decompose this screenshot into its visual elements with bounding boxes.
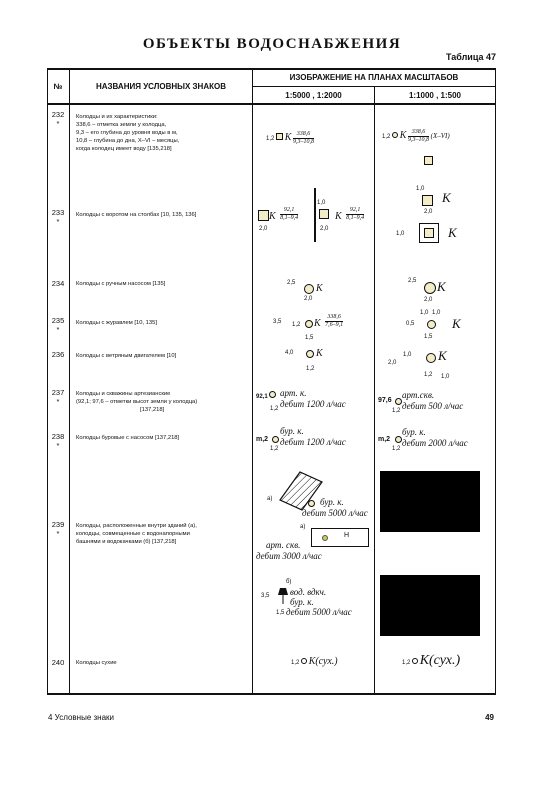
row-desc-233: Колодцы с воротом на столбах [10, 135, 136] [76,212,197,218]
symbol-233-a3: К $\frac{92,1}{8,1-9,4}$ [335,207,365,222]
row-desc-234: Колодцы с ручным насосом [135] [76,281,166,287]
pre-238-a: m,2 [256,436,269,443]
row-num-236: 236 [51,350,65,359]
row-num-239: 239 * [51,520,65,538]
pre-238-b: m,2 [378,436,391,443]
dim-236-a1: 1,5 [305,335,314,341]
dim-235-b1: 1,0 [420,310,429,316]
dim-236-a3: 1,2 [306,366,315,372]
well-square-icon [424,156,433,165]
label-239-a2: а) [300,524,306,530]
row-num-233: 233 * [51,208,65,226]
dim-237-b: 1,2 [392,408,401,414]
dim-235-a2: 1,2 [292,322,301,328]
dim-235-b2: 1,0 [432,310,441,316]
page-number: 49 [485,713,494,722]
symbol-240-b: 1,2 К(сух.) [402,653,461,668]
row-num-234: 234 [51,279,65,288]
dim-237-a: 1,2 [270,406,279,412]
label-237-b: арт.скв. дебит 500 л/час [402,390,464,411]
symbol-235-a: К $\frac{338,6}{7,6-9,1}$ [314,314,344,329]
dim-236-b4: 1,2 [424,372,433,378]
dim-236-b1: 1,5 [424,334,433,340]
bore-well-icon [395,436,402,443]
dim-236-a2: 4,0 [285,350,294,356]
dim-233-a: 2,0 [259,226,268,232]
row-desc-237: Колодцы и скважины артезианские (92,1; 97,6 – отметки высот земли у колодца) [137,218] [76,391,198,413]
well-square-icon [258,210,269,221]
row-desc-236: Колодцы с ветряным двигателем [10] [76,353,177,359]
dim-238-b: 1,2 [392,446,401,452]
redacted-block [380,575,480,636]
label-239-b-text: вод. вдкч. бур. к. [290,587,327,607]
water-tower-icon [276,587,290,605]
dim-233-b3: 1,0 [396,231,405,237]
dim-238-a: 1,2 [270,446,279,452]
row-num-232: 232 * [51,110,65,128]
footer-left: 4 Условные знаки [48,713,115,722]
building-rect-icon: Н [311,528,369,547]
label-238-a: бур. к. дебит 1200 л/час [280,426,346,447]
dim-236-b5: 1,0 [441,374,450,380]
row-desc-232: Колодцы и их характеристики: 338,6 – отметка земли у колодца, 9,3 – его глубина до уровня воды в м, 10,8 – глубина до дна, X–VI – месяцы, когда колодец имеет воду [135,218] [76,114,180,152]
row-num-235: 235 * [51,316,65,334]
dim-233-a3: 2,0 [320,226,329,232]
row-desc-238: Колодцы буровые с насосом [137,218] [76,435,180,441]
dim-236-b2: 1,0 [403,352,412,358]
dim-239-b2: 1,5 [276,610,285,616]
row-desc-239: Колодцы, расположенные внутри зданий (а), колодцы, совмещенные с водонапорными башнями и водокачками (б) [137,218] [76,523,197,545]
dim-233-b1: 1,0 [416,186,425,192]
windmill-icon [426,353,436,363]
dim-235-a1: 3,5 [273,319,282,325]
dim-233-b2: 2,0 [424,209,433,215]
header-names: НАЗВАНИЯ УСЛОВНЫХ ЗНАКОВ [95,82,226,91]
dim-236-b3: 2,0 [388,360,397,366]
header-images: ИЗОБРАЖЕНИЕ НА ПЛАНАХ МАСШТАБОВ [289,73,459,82]
symbol-234-a-k: К [316,283,323,294]
header-num: № [53,82,63,91]
label-239-a-text: бур. к. дебит 5000 л/час [302,497,368,518]
symbol-240-a: 1,2 К(сух.) [291,656,338,667]
symbol-232-a: 1,2 К $\frac{338,6}{9,3-10,8}$ [266,131,314,145]
well-square-icon [422,195,433,206]
symbol-232-b: 1,2 К $\frac{338,6}{9,3-10,8} (X-VI)$ [382,129,450,143]
row-num-237: 237 * [51,388,65,406]
dim-239-b1: 3,5 [261,593,270,599]
divider-icon [314,188,316,242]
bore-well-icon [272,436,279,443]
label-239-a: а) [267,496,273,502]
dim-234-a2: 2,0 [304,296,313,302]
symbol-236-b-k: К [438,348,447,363]
shaduf-icon [427,320,436,329]
dim-235-b3: 0,5 [406,321,415,327]
page-title: ОБЪЕКТЫ ВОДОСНАБЖЕНИЯ [142,36,402,52]
label-239-b: б) [286,579,292,585]
dim-234-b2: 2,0 [424,297,433,303]
symbol-235-b-k: К [452,316,461,331]
row-num-240: 240 [51,658,65,667]
row-desc-235: Колодцы с журавлем [10, 135] [76,320,157,326]
label-238-b: бур. к. дебит 2000 л/час [402,427,468,448]
dim-233-a2: 1,0 [317,200,326,206]
header-scale-a: 1:5000 , 1:2000 [285,91,342,100]
label-239-a2-text: арт. скв. дебит 3000 л/час [256,540,322,561]
dim-234-a: 2,5 [287,280,296,286]
hand-pump-icon [304,284,314,294]
redacted-block [380,471,480,532]
elev-237-b: 97,6 [378,397,392,404]
label-239-b-l3: дебит 5000 л/час [286,607,352,617]
symbol-234-b-k: К [437,279,446,294]
symbol-237-a: 92,1 [256,391,276,400]
table-number: Таблица 47 [445,52,496,62]
header-scale-b: 1:1000 , 1:500 [408,91,462,100]
symbol-236-a-k: К [316,348,323,359]
label-237-a: арт. к. дебит 1200 л/час [280,388,346,409]
well-square-icon [424,228,434,238]
symbol-233-b-k2: К [448,225,457,240]
dim-234-b: 2,5 [408,278,417,284]
windmill-icon [306,350,314,358]
well-square-icon [319,209,329,219]
shaduf-icon [305,320,313,328]
artesian-well-icon [395,398,402,405]
symbol-233-b-k: К [442,190,451,205]
symbol-233-a: К $\frac{92,1}{8,1-9,4}$ [269,207,299,222]
row-num-238: 238 * [51,432,65,450]
row-desc-240: Колодцы сухие [76,660,117,666]
hand-pump-icon [424,282,436,294]
